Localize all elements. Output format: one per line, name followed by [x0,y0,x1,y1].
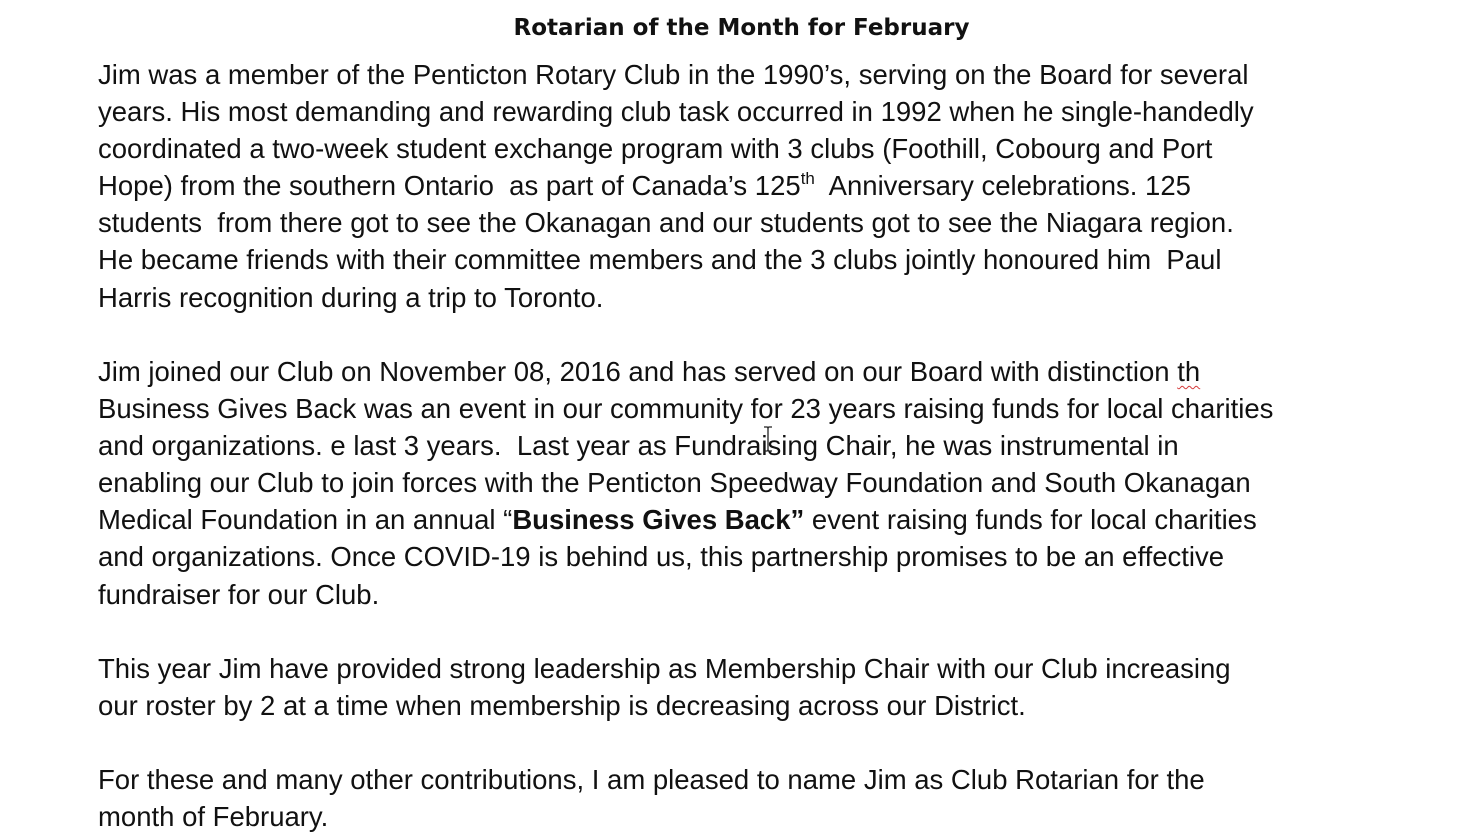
text-line: students from there got to see the Okanagan and our students got to see the Niagara region. [98,207,1234,239]
text-line: For these and many other contributions, I am pleased to name Jim as Club Rotarian for the [98,764,1205,795]
text-line [98,167,1458,204]
text-line [98,501,1458,538]
text-line: and organizations. Once COVID-19 is behind us, this partnership promises to be an effective [98,541,1225,573]
text-run: Hope) from the southern Ontario as part of Canada’s 125 [98,170,801,202]
paragraph-conclusion [98,761,1458,835]
text-line: fundraiser for our Club. [98,578,380,610]
text-line [98,353,1458,390]
document-title: Rotarian of the Month for February [513,15,970,41]
spellcheck-flagged-word: th [1177,356,1201,387]
text-run: Jim joined our Club on November 08, 2016 and has served on our Board with distinction [98,356,1178,387]
text-line: Harris recognition during a trip to Toronto. [98,281,604,313]
text-line: month of February. [98,801,329,833]
text-line: our roster by 2 at a time when membership is decreasing across our District. [98,690,1026,722]
text-line: coordinated a two-week student exchange program with 3 clubs (Foothill, Cobourg and Port [98,133,1213,165]
text-line: years. His most demanding and rewarding club task occurred in 1992 when he single-handedly [98,96,1254,128]
paragraph-current-club [98,353,1458,613]
text-run: Medical Foundation in an annual “ [98,504,513,536]
text-line: and organizations. e last 3 years. Last year as Fundraising Chair, he was instrumental in [98,430,1179,462]
superscript-ordinal: th [800,169,815,189]
text-line: Jim was a member of the Penticton Rotary Club in the 1990’s, serving on the Board for several [98,59,1249,90]
text-line: He became friends with their committee members and the 3 clubs jointly honoured him Paul [98,244,1222,276]
text-run: event raising funds for local charities [804,504,1257,536]
i-beam-cursor-icon [763,426,773,452]
text-line: Business Gives Back was an event in our community for 23 years raising funds for local charities [98,393,1274,425]
text-run: Anniversary celebrations. 125 [814,170,1191,202]
paragraph-background [98,56,1458,316]
text-line: This year Jim have provided strong leadership as Membership Chair with our Club increasing [98,653,1231,684]
paragraph-membership [98,650,1458,724]
bold-event-name: Business Gives Back” [512,504,805,536]
text-line: enabling our Club to join forces with the Penticton Speedway Foundation and South Okanagan [98,467,1251,499]
